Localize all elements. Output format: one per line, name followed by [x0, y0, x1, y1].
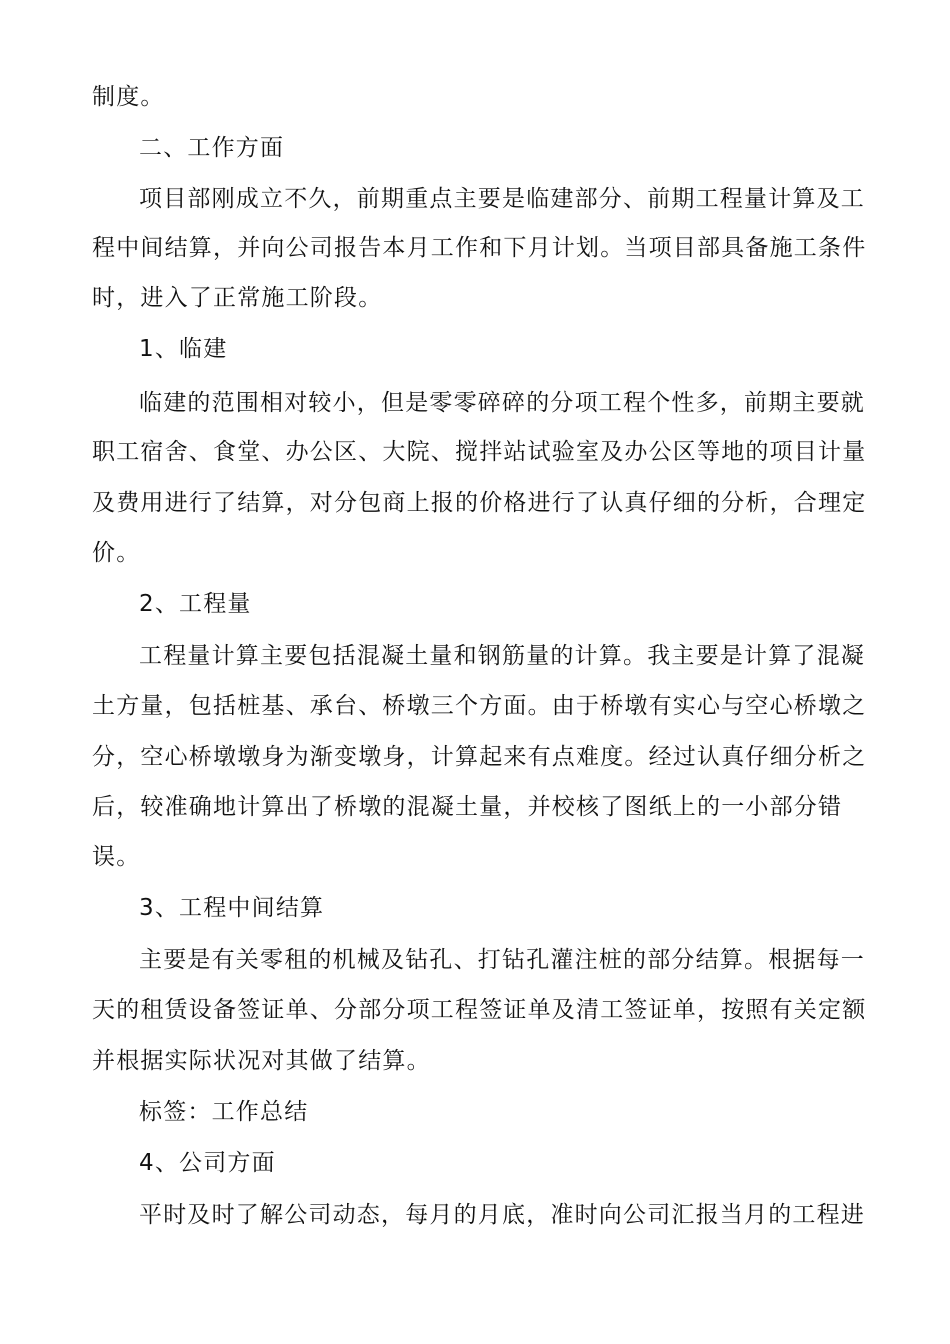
subsection-heading: 1、临建 [139, 336, 228, 362]
paragraph-line: 时，进入了正常施工阶段。 [92, 285, 383, 311]
paragraph-line: 后，较准确地计算出了桥墩的混凝土量，并校核了图纸上的一小部分错 [92, 794, 843, 820]
paragraph-line: 工程量计算主要包括混凝土量和钢筋量的计算。我主要是计算了混凝 [139, 643, 865, 669]
subsection-heading: 2、工程量 [139, 591, 252, 617]
subsection-heading: 4、公司方面 [139, 1150, 276, 1176]
paragraph-line: 程中间结算，并向公司报告本月工作和下月计划。当项目部具备施工条件 [92, 235, 867, 261]
paragraph-line: 价。 [92, 540, 141, 566]
paragraph-line: 项目部刚成立不久，前期重点主要是临建部分、前期工程量计算及工 [139, 186, 865, 212]
paragraph-line: 制度。 [92, 84, 165, 110]
paragraph-line: 临建的范围相对较小，但是零零碎碎的分项工程个性多，前期主要就 [139, 390, 865, 416]
paragraph-line: 天的租赁设备签证单、分部分项工程签证单及清工签证单，按照有关定额 [92, 997, 867, 1023]
paragraph-line: 主要是有关零租的机械及钻孔、打钻孔灌注桩的部分结算。根据每一 [139, 947, 865, 973]
paragraph-line: 误。 [92, 844, 141, 870]
paragraph-line: 职工宿舍、食堂、办公区、大院、搅拌站试验室及办公区等地的项目计量 [92, 439, 867, 465]
paragraph-line: 土方量，包括桩基、承台、桥墩三个方面。由于桥墩有实心与空心桥墩之 [92, 693, 867, 719]
paragraph-line: 分，空心桥墩墩身为渐变墩身，计算起来有点难度。经过认真仔细分析之 [92, 744, 867, 770]
subsection-heading: 3、工程中间结算 [139, 895, 325, 921]
paragraph-line: 并根据实际状况对其做了结算。 [92, 1048, 431, 1074]
tags-line: 标签：工作总结 [139, 1099, 309, 1125]
section-heading: 二、工作方面 [139, 135, 285, 161]
paragraph-line: 及费用进行了结算，对分包商上报的价格进行了认真仔细的分析，合理定 [92, 490, 867, 516]
paragraph-line: 平时及时了解公司动态，每月的月底，准时向公司汇报当月的工程进 [139, 1202, 865, 1228]
